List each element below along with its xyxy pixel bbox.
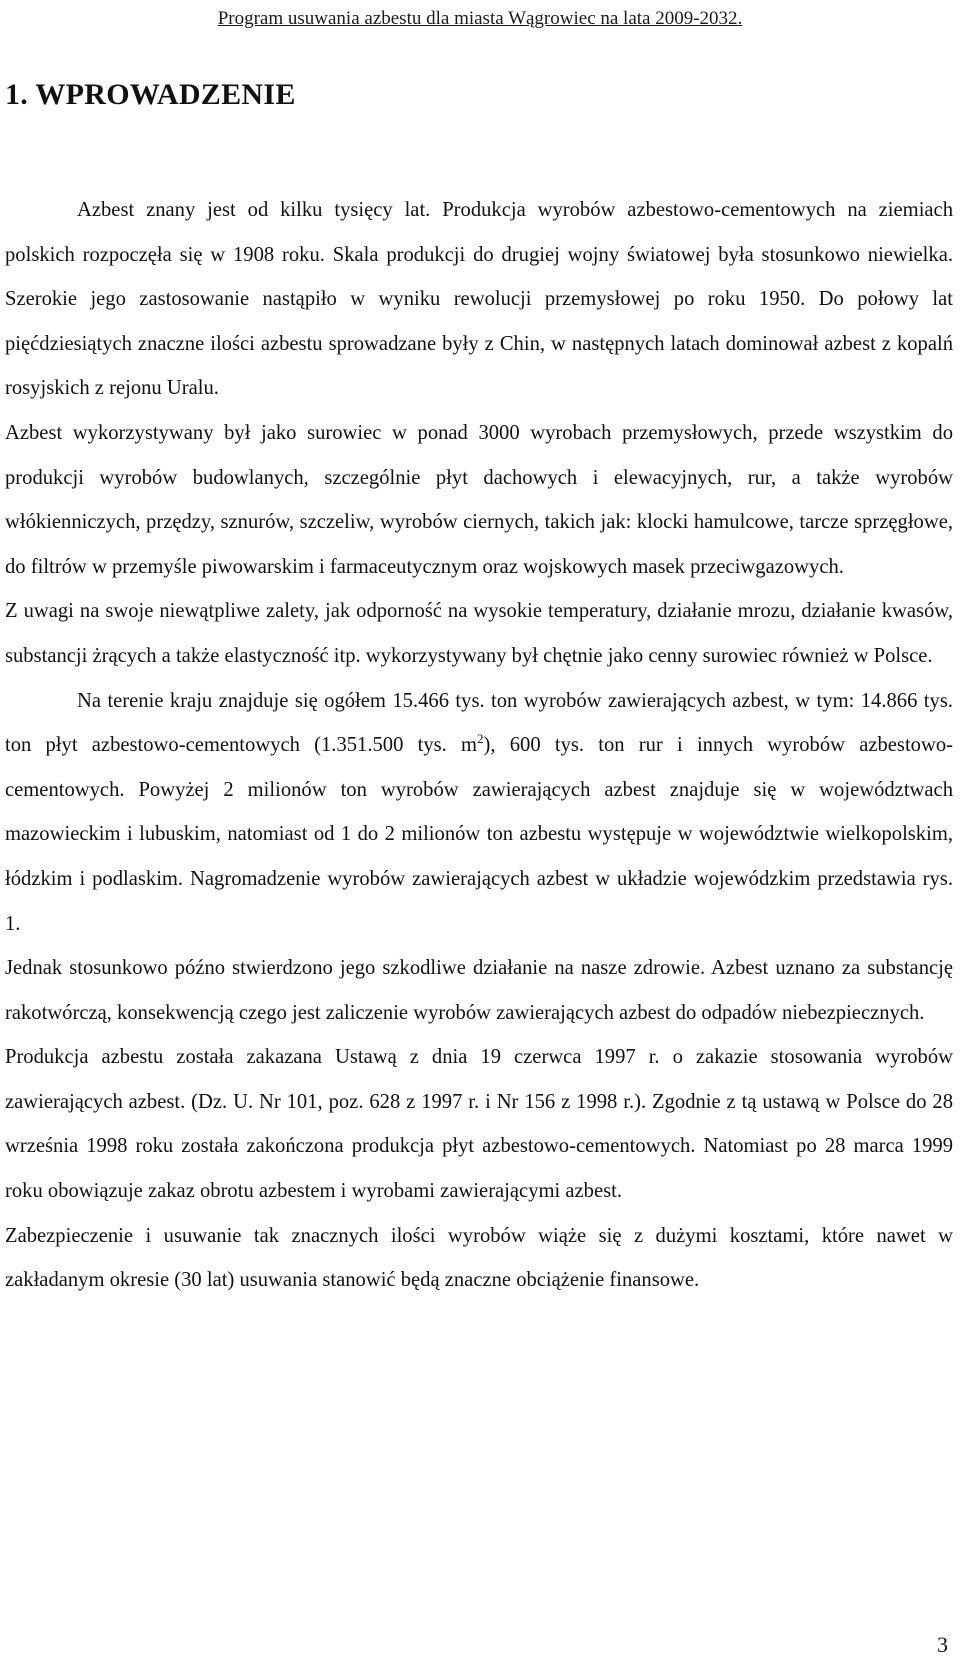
section-title: 1. WPROWADZENIE xyxy=(5,78,296,111)
quantities-text-end: ), 600 tys. ton rur i innych wyrobów azbestowo-cementowych. Powyżej 2 milionów ton wyrobów zawierających azbest znajduje się w województwach mazowieckim i lubuskim, natomiast od 1 do 2 milionów ton azbestu występuje w województwie wielkopolskim, łódzkim i podlaskim. Nagromadzenie wyrobów zawierających azbest w układzie wojewódzkim przedstawia rys. 1. xyxy=(5,734,953,935)
square-meter-superscript: 2 xyxy=(477,731,484,747)
body-text xyxy=(5,188,953,1303)
paragraph-quantities xyxy=(5,679,953,947)
paragraph-history: Azbest znany jest od kilku tysięcy lat. Produkcja wyrobów azbestowo-cementowych na ziemiach polskich rozpoczęła się w 1908 roku. Skala produkcji do drugiej wojny światowej była stosunkowo niewielka. Szerokie jego zastosowanie nastąpiło w wyniku rewolucji przemysłowej po roku 1950. Do połowy lat pięćdziesiątych znaczne ilości azbestu sprowadzane były z Chin, w następnych latach dominował azbest z kopalń rosyjskich z rejonu Uralu. xyxy=(5,199,953,400)
paragraph-advantages: Z uwagi na swoje niewątpliwe zalety, jak odporność na wysokie temperatury, działanie mrozu, działanie kwasów, substancji żrących a także elastyczność itp. wykorzystywany był chętnie jako cenny surowiec również w Polsce. xyxy=(5,600,953,667)
quantities-text-start: Na terenie kraju znajduje się ogółem 15.466 tys. ton wyrobów zawierających azbest, w tym: 14.866 tys. ton płyt azbestowo-cementowych (1.351.500 tys. m xyxy=(5,689,953,757)
page-number: 3 xyxy=(937,1632,948,1657)
running-header: Program usuwania azbestu dla miasta Wągrowiec na lata 2009-2032. xyxy=(217,8,743,29)
paragraph-legislation: Produkcja azbestu została zakazana Ustawą z dnia 19 czerwca 1997 r. o zakazie stosowania wyrobów zawierających azbest. (Dz. U. Nr 101, poz. 628 z 1997 r. i Nr 156 z 1998 r.). Zgodnie z tą ustawą w Polsce do 28 września 1998 roku została zakończona produkcja płyt azbestowo-cementowych. Natomiast po 28 marca 1999 roku obowiązuje zakaz obrotu azbestem i wyrobami zawierającymi azbest. xyxy=(5,1046,953,1203)
paragraph-uses: Azbest wykorzystywany był jako surowiec w ponad 3000 wyrobach przemysłowych, przede wszystkim do produkcji wyrobów budowlanych, szczególnie płyt dachowych i elewacyjnych, rur, a także wyrobów włókienniczych, przędzy, sznurów, szczeliw, wyrobów ciernych, takich jak: klocki hamulcowe, tarcze sprzęgłowe, do filtrów w przemyśle piwowarskim i farmaceutycznym oraz wojskowych masek przeciwgazowych. xyxy=(5,421,953,578)
paragraph-health: Jednak stosunkowo późno stwierdzono jego szkodliwe działanie na nasze zdrowie. Azbest uznano za substancję rakotwórczą, konsekwencją czego jest zaliczenie wyrobów zawierających azbest do odpadów niebezpiecznych. xyxy=(5,957,953,1024)
paragraph-costs: Zabezpieczenie i usuwanie tak znacznych ilości wyrobów wiąże się z dużymi kosztami, które nawet w zakładanym okresie (30 lat) usuwania stanowić będą znaczne obciążenie finansowe. xyxy=(5,1224,953,1292)
